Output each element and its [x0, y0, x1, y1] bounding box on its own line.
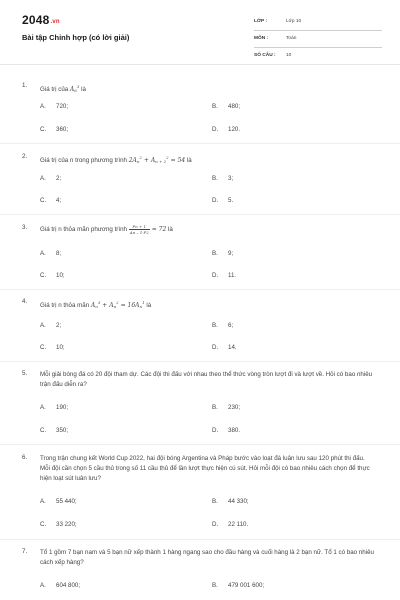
- option-d[interactable]: D. 380.: [212, 427, 241, 434]
- question-text: Trong trận chung kết World Cup 2022, hai đội bóng Argentina và Pháp bước vào loạt đá luân lưu sau 120 phút thi đấu. Mỗi đội cần chọn 5 cầu thủ trong số 11 cầu thủ để lần lượt thực hiện cú sút. Hỏi mỗi đội có bao nhiêu cách chọn để thực hiện loạt sút luân lưu?: [40, 455, 370, 482]
- question-number: 3.: [22, 224, 28, 231]
- option-b[interactable]: B. 480;: [212, 103, 241, 110]
- option-c[interactable]: C. 350;: [40, 427, 69, 434]
- meta-row-count: [254, 50, 382, 65]
- option-d[interactable]: D. 5.: [212, 197, 234, 204]
- option-b[interactable]: B. 44 330;: [212, 498, 249, 505]
- option-c[interactable]: C. 10;: [40, 344, 65, 351]
- question-number: 5.: [22, 370, 28, 377]
- option-d[interactable]: D. 120.: [212, 126, 241, 133]
- option-c[interactable]: C. 360;: [40, 126, 69, 133]
- question-text: Giá trị của n trong phương trình $2A_n^2 + A_{n + 2}^2 = 54$ là: [40, 155, 192, 164]
- question-divider: [0, 289, 400, 290]
- math-expression: $2A_n^2 + A_{n + 2}^2 = 54$: [128, 155, 186, 164]
- meta-label: LỚP :: [254, 19, 268, 24]
- option-a[interactable]: A. 2;: [40, 322, 62, 329]
- option-b[interactable]: B. 9;: [212, 250, 234, 257]
- math-expression: $A_6^3$: [69, 84, 80, 93]
- document-title: Bài tập Chỉnh hợp (có lời giải): [22, 33, 130, 42]
- question-divider: [0, 143, 400, 144]
- option-c[interactable]: C. 10;: [40, 272, 65, 279]
- question-text: Tổ 1 gồm 7 bạn nam và 5 bạn nữ xếp thành 1 hàng ngang sao cho đầu hàng và cuối hàng là 2 bạn nữ. Tổ 1 có bao nhiêu cách xếp hàng?: [40, 549, 374, 566]
- question-number: 7.: [22, 548, 28, 555]
- meta-label: SỐ CÂU :: [254, 53, 276, 58]
- option-c[interactable]: C. 33 220;: [40, 521, 77, 528]
- question-number: 6.: [22, 454, 28, 461]
- meta-row-class: [254, 16, 382, 31]
- option-d[interactable]: D. 22 110.: [212, 521, 249, 528]
- question-number: 1.: [22, 82, 28, 89]
- header-divider: [0, 64, 400, 65]
- question-number: 2.: [22, 153, 28, 160]
- option-d[interactable]: D. 14.: [212, 344, 237, 351]
- question-text: Giá trị của $A_6^3$ là: [40, 84, 86, 93]
- option-b[interactable]: B. 3;: [212, 175, 234, 182]
- meta-value: Lớp 10: [286, 19, 302, 24]
- math-expression: $A_n^3 + A_n^2 = 16A_n^1$: [90, 300, 145, 309]
- meta-row-subject: [254, 33, 382, 48]
- option-a[interactable]: A. 190;: [40, 404, 69, 411]
- option-b[interactable]: B. 6;: [212, 322, 234, 329]
- question-divider: [0, 214, 400, 215]
- meta-value: 10: [286, 53, 292, 58]
- question-divider: [0, 361, 400, 362]
- option-a[interactable]: A. 8;: [40, 250, 62, 257]
- question-divider: [0, 539, 400, 540]
- meta-label: MÔN :: [254, 36, 269, 41]
- option-a[interactable]: A. 720;: [40, 103, 69, 110]
- option-b[interactable]: B. 230;: [212, 404, 241, 411]
- document-header: [0, 0, 400, 60]
- option-a[interactable]: A. 604 800;: [40, 582, 81, 589]
- option-d[interactable]: D. 11.: [212, 272, 237, 279]
- document-meta: [254, 16, 382, 67]
- question-text: Mỗi giải bóng đá có 20 đội tham dự. Các đội thi đấu với nhau theo thể thức vòng tròn lượt đi và lượt về. Hỏi có bao nhiêu trận đấu diễn ra?: [40, 371, 373, 388]
- option-c[interactable]: C. 4;: [40, 197, 62, 204]
- question-divider: [0, 444, 400, 445]
- math-fraction: $\frac{Pn + 1}{An - 1\cdot P2}$: [129, 224, 149, 235]
- option-a[interactable]: A. 2;: [40, 175, 62, 182]
- meta-value: Toán: [286, 36, 297, 41]
- option-b[interactable]: B. 479 001 600;: [212, 582, 265, 589]
- question-text: Giá trị n thỏa mãn $A_n^3 + A_n^2 = 16A_n^1$ là: [40, 300, 152, 309]
- question-number: 4.: [22, 298, 28, 305]
- question-text: Giá trị n thỏa mãn phương trình $\frac{Pn + 1}{An - 1\cdot P2}$ = 72 là: [40, 224, 173, 235]
- option-a[interactable]: A. 55 440;: [40, 498, 77, 505]
- site-logo[interactable]: 2048.vn: [22, 13, 60, 27]
